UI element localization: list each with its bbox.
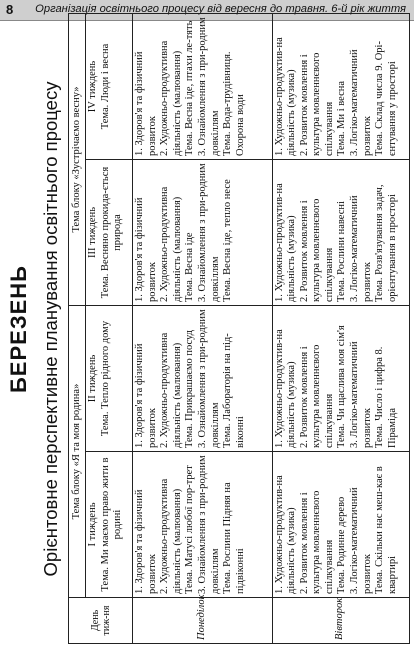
activity-line: Тема. Прикрашаємо посуд: [184, 330, 196, 448]
week-label: I тиждень: [87, 502, 98, 547]
activity-line: 1. Художньо-продуктив-на діяльність (музика): [273, 475, 298, 594]
activity-line: 2. Художньо-продуктивна діяльність (малювання): [159, 40, 183, 156]
week-theme: Тема. Тепло рідного дому: [99, 320, 111, 437]
block-header-family: Тема блоку «Я та моя родина»: [69, 306, 86, 598]
activity-line: 3. Ознайомлення з при-родним довкіллям: [196, 455, 221, 594]
table-cell: [133, 14, 273, 160]
activity-line: 1. Здоров'я та фізичний розвиток: [134, 51, 158, 156]
activity-line: 1. Здоров'я та фізичний розвиток: [134, 343, 158, 448]
activity-line: 1. Художньо-продуктив-на діяльність (музика): [273, 37, 298, 156]
running-title: Організація освітнього процесу від вересня до травня. 6-й рік життя: [35, 3, 406, 15]
table-cell: [133, 452, 273, 598]
activity-line: 3. Логіко-математичний розвиток: [349, 49, 373, 156]
table-row-tuesday: [272, 14, 409, 644]
activity-line: Тема. Матусі любої пор-трет: [184, 465, 196, 594]
activity-line: 3. Ознайомлення з при-родним довкіллям: [196, 17, 221, 156]
planning-table: [68, 13, 410, 644]
week-theme: Тема. Люди і весна: [99, 43, 111, 130]
rotated-content: [6, 14, 410, 644]
activity-line: 2. Розвиток мовлення і культура мовленнєвого спілкування: [298, 344, 335, 448]
activity-line: 3. Ознайомлення з при-родним довкіллям: [196, 163, 221, 302]
activity-line: 2. Художньо-продуктивна діяльність (малювання): [159, 332, 183, 448]
table-cell: [272, 452, 409, 598]
activity-line: Тема. Родинне дерево: [336, 496, 348, 594]
month-title: БЕРЕЗЕНЬ: [6, 265, 31, 393]
activity-line: Тема. Весна іде, тепло несе: [222, 179, 234, 302]
table-row-monday: [133, 14, 273, 644]
table-cell: [272, 160, 409, 306]
activity-line: 2. Художньо-продуктивна діяльність (малювання): [159, 478, 183, 594]
block-header-spring: Тема блоку «Зустрічаємо весну»: [69, 14, 86, 306]
activity-line: Тема. Склад числа 9. Орі-єнтування у просторі: [374, 41, 398, 156]
activity-line: 1. Здоров'я та фізичний розвиток: [134, 489, 158, 594]
activity-line: 2. Розвиток мовлення і культура мовленнєвого спілкування: [298, 198, 335, 302]
table-cell: [133, 306, 273, 452]
week-label: IV тиждень: [87, 60, 98, 113]
week-theme: Тема. Весняно прокида-ється природа: [99, 166, 124, 299]
table-cell: [272, 14, 409, 160]
activity-line: Тема. Ми і весна: [336, 80, 348, 156]
activity-line: 1. Художньо-продуктив-на діяльність (музика): [273, 329, 298, 448]
activity-line: 2. Розвиток мовлення і культура мовленнєвого спілкування: [298, 490, 335, 594]
activity-line: Тема. Весна іде, птахи ле-тять: [184, 20, 196, 156]
week-theme: Тема. Ми маємо право жити в родині: [99, 457, 124, 592]
activity-line: Тема. Рослини Підняя на підвіконні: [222, 482, 246, 594]
activity-line: Тема. Лабораторія на під-віконні: [222, 333, 246, 448]
activity-line: 2. Розвиток мовлення і культура мовленнєвого спілкування: [298, 52, 335, 156]
day-cell: Понеділок: [133, 598, 273, 644]
week-header-3: [86, 160, 133, 306]
week-header-2: [86, 306, 133, 452]
activity-line: 3. Ознайомлення з при-родним довкіллям: [196, 309, 221, 448]
week-label: II тиждень: [87, 354, 98, 403]
activity-line: 1. Художньо-продуктив-на діяльність (музика): [273, 183, 298, 302]
plan-title: Орієнтовне перспективне планування освітнього процесу: [40, 81, 61, 577]
week-header-4: [86, 14, 133, 160]
activity-line: Тема. Рослини навесні: [336, 201, 348, 302]
day-column-header: День тиж-ня: [69, 598, 133, 644]
activity-line: Тема. Чи щаслива моя сім'я: [336, 325, 348, 448]
activity-line: 2. Художньо-продуктивна діяльність (малювання): [159, 186, 183, 302]
activity-line: Тема. Весна іде: [184, 232, 196, 302]
day-cell: Вівторок: [272, 598, 409, 644]
activity-line: 3. Логіко-математичний розвиток: [349, 195, 373, 302]
activity-line: Тема. Число і цифра 8. Піраміда: [374, 346, 398, 448]
page-number: 8: [6, 2, 14, 17]
activity-line: Тема. Розв'язування задач, орієнтування в просторі: [374, 184, 398, 302]
activity-line: Тема. Скільки нас меш-кає в квартирі: [374, 466, 398, 594]
table-cell: [272, 306, 409, 452]
activity-line: 1. Здоров'я та фізичний розвиток: [134, 197, 158, 302]
activity-line: Тема. Вода-трудівниця. Охорона води: [222, 51, 246, 156]
week-header-1: [86, 452, 133, 598]
activity-line: 3. Логіко-математичний розвиток: [349, 341, 373, 448]
week-label: III тиждень: [87, 207, 98, 258]
table-cell: [133, 160, 273, 306]
activity-line: 3. Логіко-математичний розвиток: [349, 487, 373, 594]
